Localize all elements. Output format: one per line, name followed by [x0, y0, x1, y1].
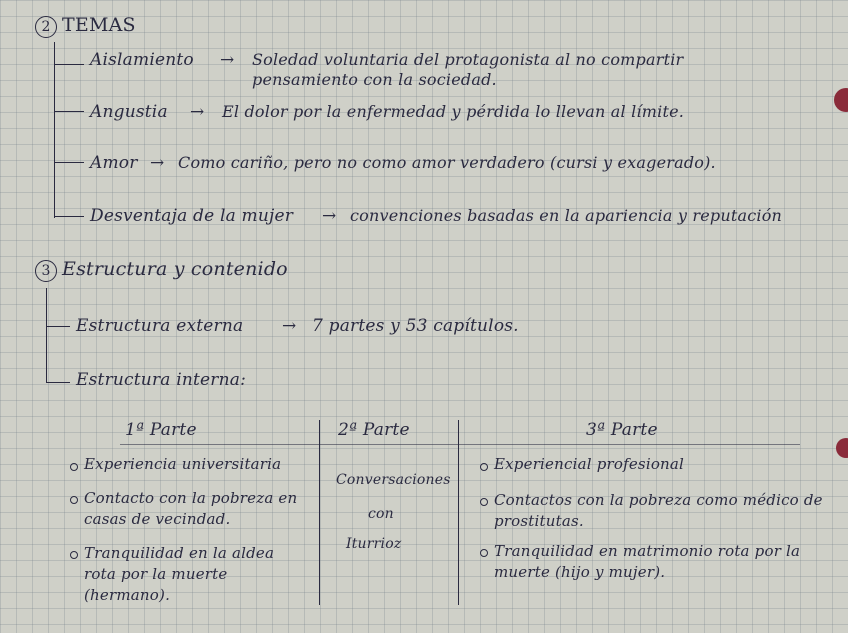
theme-text-desventaja: convenciones basadas en la apariencia y reputación [350, 206, 783, 225]
part-2-line: con [368, 506, 394, 522]
theme-text-aislamiento: Soledad voluntaria del protagonista al no compartir [252, 50, 684, 69]
bullet-icon [480, 463, 488, 471]
arrow-icon: → [220, 50, 235, 70]
part-1-item: Tranquilidad en la aldea rota por la muerte (hermano). [84, 544, 275, 604]
theme-label-aislamiento: Aislamiento [90, 50, 194, 70]
theme-text-angustia: El dolor por la enfermedad y pérdida lo llevan al límite. [222, 102, 685, 121]
external-structure-label: Estructura externa [76, 316, 244, 336]
arrow-icon: → [282, 316, 297, 336]
arrow-icon: → [322, 206, 337, 226]
part-3-item: Tranquilidad en matrimonio rota por la muerte (hijo y mujer). [494, 542, 801, 581]
branch-tick [46, 326, 70, 327]
arrow-icon: → [150, 153, 165, 173]
bullet-icon [70, 496, 78, 504]
section-3-title: Estructura y contenido [62, 258, 288, 280]
section-2-bracket [54, 42, 55, 218]
part-1-header: 1ª Parte [125, 420, 197, 440]
table-divider [458, 420, 459, 605]
part-2-line: Iturrioz [346, 536, 402, 552]
part-2-line: Conversaciones [336, 472, 451, 488]
branch-tick [54, 162, 84, 163]
part-1-item: Experiencia universitaria [84, 455, 282, 473]
section-number-2: 2 [35, 16, 57, 38]
theme-text-aislamiento-cont: pensamiento con la sociedad. [252, 70, 497, 89]
branch-tick [54, 64, 84, 65]
theme-label-desventaja: Desventaja de la mujer [90, 206, 294, 226]
table-divider [319, 420, 320, 605]
theme-label-amor: Amor [90, 153, 138, 173]
section-3-bracket [46, 288, 47, 382]
bullet-icon [70, 463, 78, 471]
branch-tick [54, 216, 84, 217]
table-header-rule [120, 444, 800, 445]
arrow-icon: → [190, 102, 205, 122]
theme-text-amor: Como cariño, pero no como amor verdadero (cursi y exagerado). [178, 153, 716, 172]
internal-structure-label: Estructura interna: [76, 370, 247, 390]
theme-label-angustia: Angustia [90, 102, 168, 122]
bullet-icon [480, 498, 488, 506]
section-number-3: 3 [35, 260, 57, 282]
part-3-item: Experiencial profesional [494, 455, 685, 473]
branch-tick [54, 111, 84, 112]
bullet-icon [70, 551, 78, 559]
page-tab-marker [836, 438, 848, 458]
part-2-header: 2ª Parte [338, 420, 410, 440]
bullet-icon [480, 549, 488, 557]
external-structure-value: 7 partes y 53 capítulos. [312, 316, 519, 336]
part-3-item: Contactos con la pobreza como médico de prostitutas. [494, 491, 823, 530]
page-tab-marker [834, 88, 848, 112]
part-1-item: Contacto con la pobreza en casas de vecindad. [84, 489, 298, 528]
part-3-header: 3ª Parte [586, 420, 658, 440]
section-2-title: TEMAS [62, 14, 136, 36]
branch-tick [46, 382, 70, 383]
